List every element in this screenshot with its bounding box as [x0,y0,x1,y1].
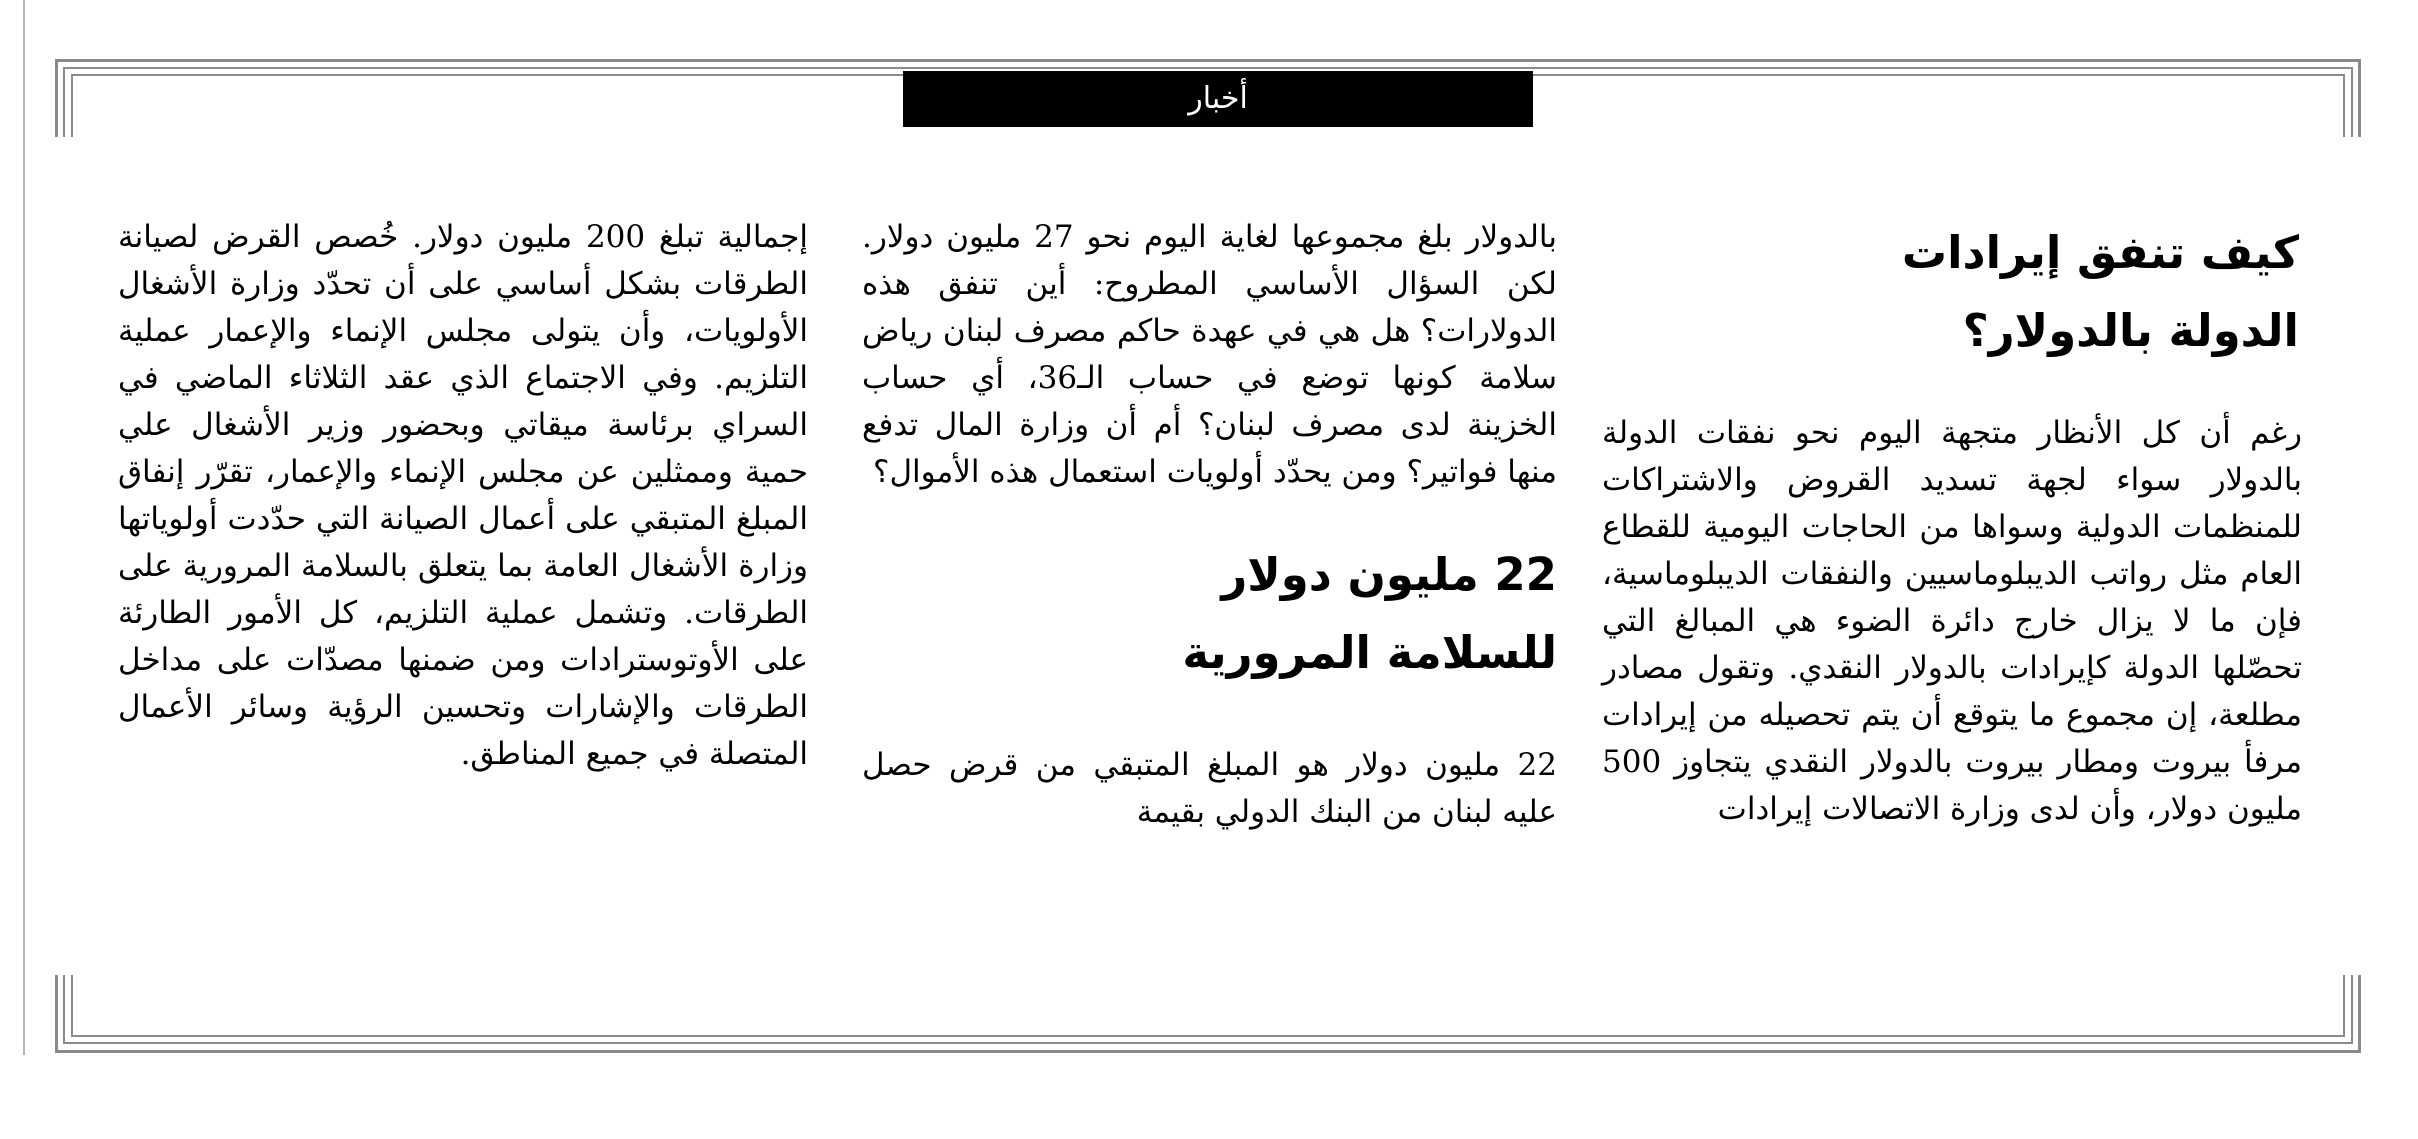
subheadline-line: للسلامة المرورية [1182,626,1557,679]
article-column-right [1602,214,2302,833]
headline-line: الدولة بالدولار؟ [1962,304,2299,357]
article-subheadline [862,536,1557,692]
headline-line: كيف تنفق إيرادات [1901,226,2299,279]
article-headline [1602,214,2302,370]
article-column-middle [862,214,1557,836]
article-paragraph: بالدولار بلغ مجموعها لغاية اليوم نحو 27 مليون دولار. لكن السؤال الأساسي المطروح: أين تنفق هذه الدولارات؟ هل هي في عهدة حاكم مصرف لبنان رياض سلامة كونها توضع في حساب الـ36، أي حساب الخزينة لدى مصرف لبنان؟ أم أن وزارة المال تدفع منها فواتير؟ ومن يحدّد أولويات استعمال هذه الأموال؟ [862,219,1557,490]
page-left-rule [23,0,25,1055]
section-label: أخبار [903,71,1533,127]
article-paragraph: إجمالية تبلغ 200 مليون دولار. خُصص القرض لصيانة الطرقات بشكل أساسي على أن تحدّد وزارة الأشغال الأولويات، وأن يتولى مجلس الإنماء والإعمار عملية التلزيم. وفي الاجتماع الذي عقد الثلاثاء الماضي في السراي برئاسة ميقاتي وبحضور وزير الأشغال علي حمية وممثلين عن مجلس الإنماء والإعمار، تقرّر إنفاق المبلغ المتبقي على أعمال الصيانة التي حدّدت أولوياتها وزارة الأشغال العامة بما يتعلق بالسلامة المرورية على الطرقات. وتشمل عملية التلزيم، كل الأمور الطارئة على الأوتوسترادات ومن ضمنها مصدّات على مداخل الطرقات والإشارات وتحسين الرؤية وسائر الأعمال المتصلة في جميع المناطق. [118,219,809,772]
article-paragraph: 22 مليون دولار هو المبلغ المتبقي من قرض حصل عليه لبنان من البنك الدولي بقيمة [862,747,1557,830]
subheadline-line: 22 مليون دولار [1221,548,1557,601]
article-column-left [118,214,808,778]
article-intro: رغم أن كل الأنظار متجهة اليوم نحو نفقات الدولة بالدولار سواء لجهة تسديد القروض والاشتراكات للمنظمات الدولية وسواها من الحاجات اليومية للقطاع العام مثل رواتب الديبلوماسيين والنفقات الديبلوماسية، فإن ما لا يزال خارج دائرة الضوء هي المبالغ التي تحصّلها الدولة كإيرادات بالدولار النقدي. وتقول مصادر مطلعة، إن مجموع ما يتوقع أن يتم تحصيله من إيرادات مرفأ بيروت ومطار بيروت بالدولار النقدي يتجاوز 500 مليون دولار، وأن لدى وزارة الاتصالات إيرادات [1602,415,2302,827]
